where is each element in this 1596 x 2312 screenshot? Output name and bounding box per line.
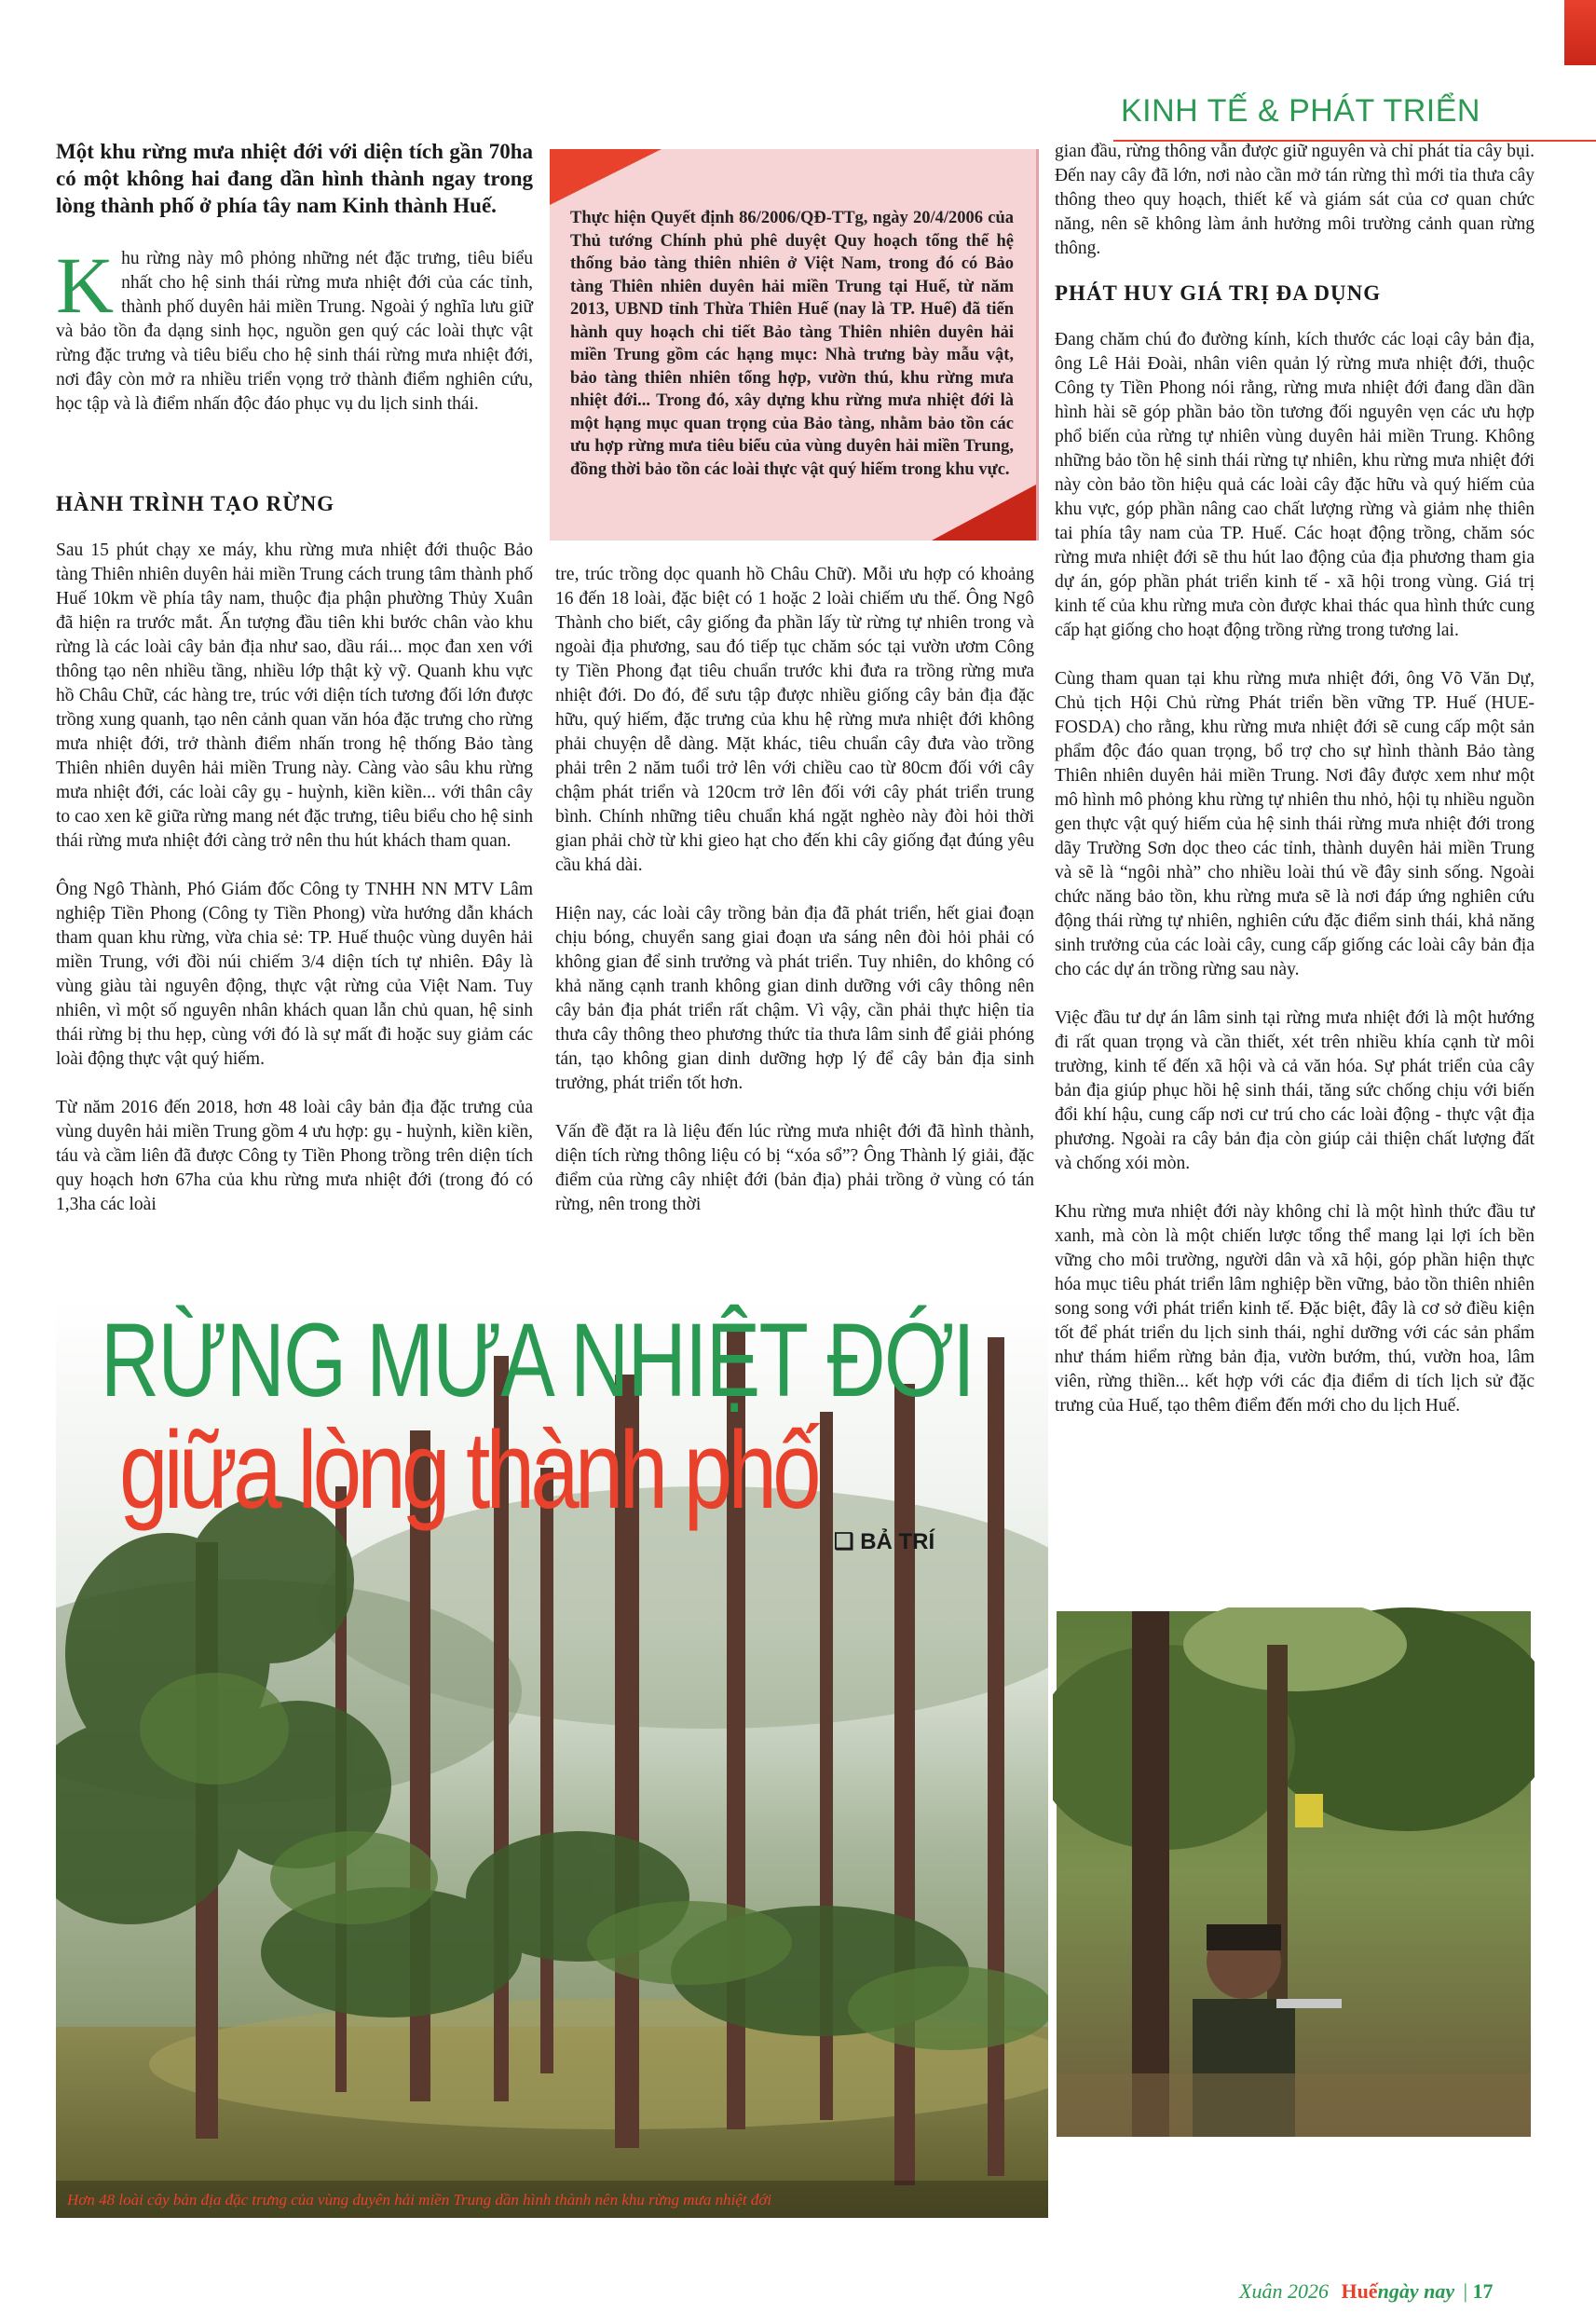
paragraph: Việc đầu tư dự án lâm sinh tại rừng mưa nhiệt đới là một hướng đi rất quan trọng và cần thiết, xét trên nhiều khía cạnh từ môi trường, kinh tế đến xã hội và cả văn hóa. Sự phát triển của cây bản địa giúp phục hồi hệ sinh thái, tăng sức chống chịu với biến đổi khí hậu, cung cấp nơi cư trú cho các loài động - thực vật địa phương. Ngoài ra cây bản địa còn giúp cải thiện chất lượng đất và chống xói mòn. (1055, 1008, 1535, 1173)
column-1-body (56, 539, 533, 1241)
paragraph: Từ năm 2016 đến 2018, hơn 48 loài cây bản địa đặc trưng của vùng duyên hải miền Trung gồm 4 ưu hợp: gụ - huỳnh, kiền kiền, táu và cầm liên đã được Công ty Tiền Phong trồng trên diện tích quy hoạch hơn 67ha của khu rừng mưa nhiệt đới (trong đó có 1,3ha các loài (56, 1098, 533, 1214)
intro-text: hu rừng này mô phỏng những nét đặc trưng, tiêu biểu nhất cho hệ sinh thái rừng mưa nhiệt đới của các tỉnh, thành phố duyên hải miền Trung. Ngoài ý nghĩa lưu giữ và bảo tồn đa dạng sinh học, nguồn gen quý các loài thực vật rừng đặc trưng và tiêu biểu cho hệ sinh thái rừng mưa nhiệt đới, nơi đây còn mở ra nhiều triển vọng trở thành điểm nghiên cứu, học tập và là điểm nhấn độc đáo phục vụ du lịch sinh thái. (56, 249, 533, 414)
footer-magazine-a: Huế (1341, 2279, 1378, 2303)
footer (1239, 2279, 1493, 2304)
inset-photo-caption: Chăm sóc các loại cây bản địa đặc hữu (1060, 2141, 1297, 2156)
paragraph: Ông Ngô Thành, Phó Giám đốc Công ty TNHH NN MTV Lâm nghiệp Tiền Phong (Công ty Tiền Phong) vừa hướng dẫn khách tham quan khu rừng, vừa chia sẻ: TP. Huế thuộc vùng duyên hải miền Trung, với đồi núi chiếm 3/4 diện tích tự nhiên. Đây là vùng giàu tài nguyên động, thực vật rừng của Việt Nam. Tuy nhiên, vì một số nguyên nhân khách quan lẫn chủ quan, hệ sinh thái rừng bị thu hẹp, cùng với đó là sự mất đi hoặc suy giảm các loài động thực vật quý hiếm. (56, 880, 533, 1069)
paragraph: Hiện nay, các loài cây trồng bản địa đã phát triển, hết giai đoạn chịu bóng, chuyển sang giai đoạn ưa sáng nên đòi hỏi phải có không gian để sinh trưởng và phát triển. Tuy nhiên, do không có khả năng cạnh tranh không gian dinh dưỡng với cây thông nên cây bản địa phát triển rất chậm. Vì vậy, cần phải thực hiện tỉa thưa cây thông theo phương thức tỉa thưa lâm sinh để giải phóng tán, tạo không gian dinh dưỡng hợp lý để cây bản địa sinh trưởng, phát triển tốt hơn. (555, 904, 1034, 1093)
paragraph: tre, trúc trồng dọc quanh hồ Châu Chữ). Mỗi ưu hợp có khoảng 16 đến 18 loài, đặc biệt có 1 hoặc 2 loài chiếm ưu thế. Ông Ngô Thành cho biết, cây giống đa phần lấy từ rừng tự nhiên trong và ngoài địa phương, sau đó tiếp tục chăm sóc tại vườn ươm Công ty Tiền Phong đạt tiêu chuẩn trước khi đưa ra trồng rừng mưa nhiệt đới. Do đó, để sưu tập được nhiều giống cây bản địa đặc hữu, quý hiếm, đặc trưng của khu hệ rừng mưa nhiệt đới không phải chuyện dễ dàng. Mặt khác, tiêu chuẩn cây đưa vào trồng phải trên 2 năm tuổi trở lên với chiều cao từ 80cm đối với cây chậm phát triển và 120cm trở lên đối với cây phát triển trung bình. Chính những tiêu chuẩn khá ngặt nghèo này đòi hỏi thời gian phải chờ từ khi gieo hạt cho đến khi cây giống đạt đúng yêu cầu khá dài. (555, 565, 1034, 875)
column-3-top (1055, 140, 1535, 285)
headline-line1: RỪNG MƯA NHIỆT ĐỚI (101, 1302, 975, 1418)
column-3 (1055, 328, 1535, 1443)
paragraph: Cùng tham quan tại khu rừng mưa nhiệt đới, ông Võ Văn Dự, Chủ tịch Hội Chủ rừng Phát triển bền vững TP. Huế (HUE-FOSDA) cho rằng, khu rừng mưa nhiệt đới sẽ cung cấp một sản phẩm độc đáo quan trọng, bổ trợ cho sự hình thành Bảo tàng Thiên nhiên duyên hải miền Trung. Nơi đây được xem như một mô hình mô phỏng khu rừng tự nhiên thu nhỏ, hội tụ nhiều nguồn gen thực vật quý hiếm của hệ sinh thái rừng mưa nhiệt đới trong dãy Trường Sơn dọc theo các tỉnh, thành duyên hải miền Trung và sẽ là “ngôi nhà” cho nhiều loài thú về đây sinh sống. Ngoài chức năng bảo tồn, khu rừng mưa sẽ là nơi đáp ứng nghiên cứu động thái rừng tự nhiên, nghiên cứu đặc điểm sinh thái, khả năng sinh trưởng của các loài cây, cung cấp giống các loài cây bản địa cho các dự án trồng rừng sau này. (1055, 669, 1535, 979)
main-photo-caption: Hơn 48 loài cây bản địa đặc trưng của vùng duyên hải miền Trung dần hình thành nên khu rừng mưa nhiệt đới (67, 2191, 772, 2209)
headline-line2: giữa lòng thành phố (119, 1409, 817, 1532)
footer-magazine-b: ngày nay (1377, 2279, 1455, 2303)
paragraph: gian đầu, rừng thông vẫn được giữ nguyên và chỉ phát tỉa cây bụi. Đến nay cây đã lớn, nơi nào cần mở tán rừng thì mới tỉa thưa cây thông theo quy hoạch, thiết kế và giám sát của cơ quan chức năng, nên sẽ không làm ảnh hưởng môi trường cảnh quan rừng thông. (1055, 142, 1535, 258)
lead-paragraph: Một khu rừng mưa nhiệt đới với diện tích gần 70ha có một không hai đang dần hình thành ngay trong lòng thành phố ở phía tây nam Kinh thành Huế. (56, 140, 533, 217)
drop-cap: K (56, 240, 115, 330)
info-box-text: Thực hiện Quyết định 86/2006/QĐ-TTg, ngày 20/4/2006 của Thủ tướng Chính phủ phê duyệt Quy hoạch tổng thể hệ thống bảo tàng thiên nhiên ở Việt Nam, trong đó có Bảo tàng Thiên nhiên duyên hải miền Trung tại Huế, từ năm 2013, UBND tỉnh Thừa Thiên Huế (nay là TP. Huế) đã tiến hành quy hoạch chi tiết Bảo tàng Thiên nhiên duyên hải miền Trung gồm các hạng mục: Nhà trưng bày mẫu vật, bảo tàng thiên nhiên tổng hợp, vườn thú, khu rừng mưa nhiệt đới... Trong đó, xây dựng khu rừng mưa nhiệt đới là một hạng mục quan trọng của Bảo tàng, nhằm bảo tồn các ưu hợp rừng mưa tiêu biểu của vùng duyên hải miền Trung, đồng thời bảo tồn các loài thực vật quý hiếm trong khu vực. (570, 209, 1014, 479)
paragraph: Khu rừng mưa nhiệt đới này không chỉ là một hình thức đầu tư xanh, mà còn là một chiến lược tổng thể mang lại lợi ích bền vững cho môi trường, người dân và xã hội, góp phần hiện thực hóa mục tiêu phát triển lâm nghiệp bền vững, bảo tồn thiên nhiên song song với phát triển kinh tế. Đặc biệt, đây là cơ sở điều kiện tốt để phát triển du lịch sinh thái, nghỉ dưỡng với các sản phẩm như thám hiểm rừng bản địa, vườn bướm, thú, vườn hoa, lâm viên, rừng thiền... kết hợp với các địa điểm di tích lịch sử đặc trưng của Huế, tạo thêm điểm đến mới cho du lịch Huế. (1055, 1202, 1535, 1416)
byline-author: BẢ TRÍ (860, 1529, 935, 1554)
subhead-journey: HÀNH TRÌNH TẠO RỪNG (56, 492, 335, 515)
column-2 (555, 563, 1034, 1241)
column-1 (56, 138, 533, 417)
page-number: 17 (1472, 2279, 1494, 2303)
corner-tab (1564, 0, 1596, 65)
section-title: KINH TẾ & PHÁT TRIỂN (1121, 93, 1480, 129)
footer-issue: Xuân 2026 (1239, 2279, 1329, 2303)
paragraph: Sau 15 phút chạy xe máy, khu rừng mưa nhiệt đới thuộc Bảo tàng Thiên nhiên duyên hải miền Trung cách trung tâm thành phố Huế 10km về phía tây nam, thuộc địa phận phường Thủy Xuân đã hiện ra trước mắt. Ấn tượng đầu tiên khi bước chân vào khu rừng là các loài cây bản địa như sao, dầu rái... mọc đan xen với thông tạo nên nhiều tầng, nhiều lớp thật kỳ vỹ. Quanh khu vực hồ Châu Chữ, các hàng tre, trúc với diện tích tương đối lớn được trồng xung quanh, tạo nên cảnh quan văn hóa đặc trưng cho rừng mưa nhiệt đới, trở thành điểm nhấn trong hệ thống Bảo tàng Thiên nhiên duyên hải miền Trung này. Càng vào sâu khu rừng mưa nhiệt đới, các loài cây gụ - huỳnh, kiền kiền... với thân cây to cao xen kẽ giữa rừng mang nét đặc trưng, tiêu biểu cho hệ sinh thái rừng mưa nhiệt đới càng trở nên thu hút khách tham quan. (56, 540, 533, 851)
subhead-value: PHÁT HUY GIÁ TRỊ ĐA DỤNG (1055, 281, 1382, 305)
byline-mark: ❑ (834, 1529, 854, 1554)
box-corner-bottom (932, 485, 1036, 540)
intro-paragraph (56, 240, 533, 417)
paragraph: Đang chăm chú đo đường kính, kích thước các loại cây bản địa, ông Lê Hải Đoài, nhân viên quản lý rừng mưa nhiệt đới, thuộc Công ty Tiền Phong nói rằng, rừng mưa nhiệt đới đang dần dần hình hài sẽ góp phần bảo tồn tương đối nguyên vẹn các ưu hợp phổ biến của rừng tự nhiên vùng duyên hải miền Trung. Không những bảo tồn hệ sinh thái rừng tự nhiên, khu rừng mưa nhiệt đới này còn bảo tồn hiệu quả các loài cây đặc hữu và quý hiếm của khu vực, góp phần nâng cao chất lượng rừng và giảm nhẹ thiên tai phía tây nam của TP. Huế. Các hoạt động trồng, chăm sóc rừng mưa nhiệt đới sẽ thu hút lao động của địa phương tham gia dự án, góp phần phát triển kinh tế - xã hội trong vùng. Giá trị kinh tế của khu rừng mưa còn được khai thác qua hình thức cung cấp hạt giống cho hoạt động trồng rừng trong tương lai. (1055, 330, 1535, 640)
box-corner-top (550, 149, 662, 205)
inset-photo-frame (1053, 1607, 1535, 2185)
paragraph: Vấn đề đặt ra là liệu đến lúc rừng mưa nhiệt đới đã hình thành, diện tích rừng thông liệu có bị “xóa sổ”? Ông Thành lý giải, đặc điểm của rừng cây nhiệt đới (bản địa) phải trồng ở vùng có tán rừng, nên trong thời (555, 1122, 1034, 1214)
footer-separator: | (1463, 2279, 1467, 2303)
inset-photo (1053, 1607, 1535, 2185)
byline (834, 1528, 934, 1555)
